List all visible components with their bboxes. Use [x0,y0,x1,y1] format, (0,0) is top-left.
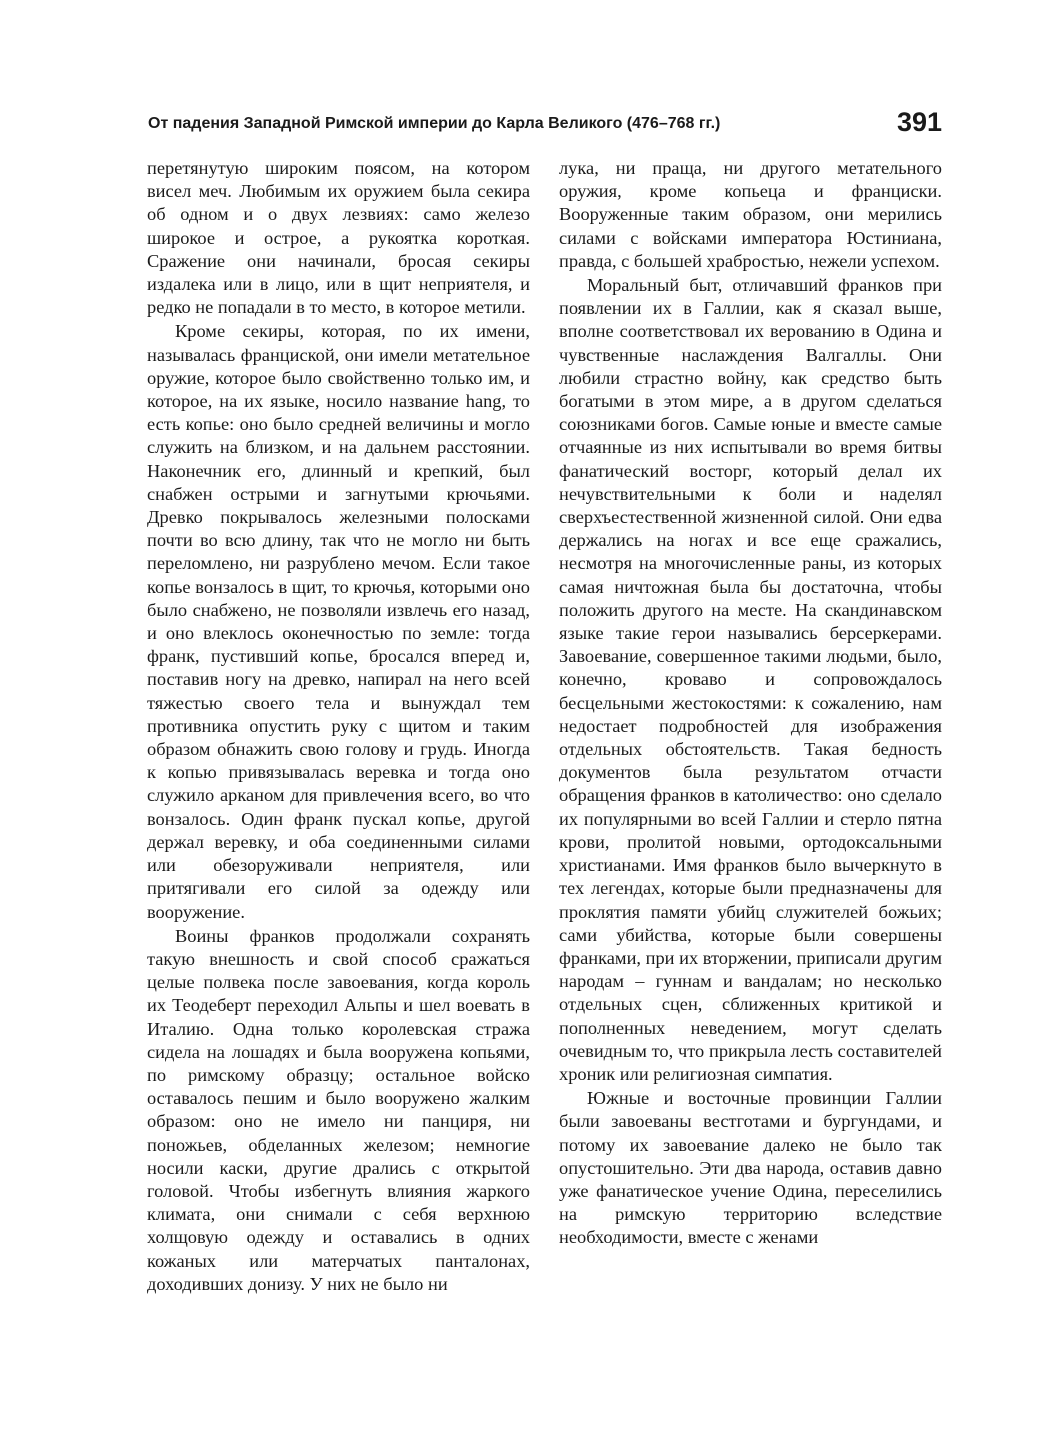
paragraph: лука, ни праща, ни другого метательного оружия, кроме копьеца и франциски. Вооруженные таким образом, они мерились силами с войсками императора Юстиниана, правда, с большей храбростью, нежели успехом. [559,158,942,271]
paragraph: Кроме секиры, которая, по их имени, называлась франциской, они имели метательное оружие, которое было свойственно только им, и которое, на их языке, носило название hang, то есть копье: оно было средней величины и могло служить на близком, и на дальнем расстоянии. Наконечник его, длинный и крепкий, был снабжен острыми и загнутыми крючьями. Древко покрывалось железными полосками почти во всю длину, так что не могло ни быть переломлено, ни разрублено мечом. Если такое копье вонзалось в щит, то крючья, которыми оно было снабжено, не позволяли извлечь его назад, и оно влеклось оконечностью по земле: тогда франк, пустивший копье, бросался вперед и, поставив ногу на древко, напирал на него всей тяжестью своего тела и вынуждал тем противника опустить руку с щитом и таким образом обнажить свою голову и грудь. Иногда к копью привязывалась веревка и тогда оно служило арканом для привлечения всего, во что вонзалось. Один франк пускал копье, другой держал веревку, и оба соединенными силами или обезоруживали неприятеля, или притягивали его силой за одежду или вооружение. [147,321,530,922]
paragraph: перетянутую широким поясом, на котором висел меч. Любимым их оружием была секира об одном и о двух лезвиях: само железо широкое и острое, а рукоятка короткая. Сражение они начинали, бросая секиры издалека или в лицо, или в щит неприятеля, и редко не попадали в то место, в которое метили. [147,158,530,318]
left-text-column [147,157,530,1296]
page-number: 391 [896,107,942,137]
running-header-title: От падения Западной Римской империи до Карла Великого (476–768 гг.) [148,115,721,132]
paragraph: Воины франков продолжали сохранять такую внешность и свой способ сражаться целые полвека после завоевания, когда король их Теодеберт переходил Альпы и шел воевать в Италию. Одна только королевская стража сидела на лошадях и была вооружена копьями, по римскому образцу; остальное войско оставалось пешим и было вооружено жалким образом: оно не имело ни панциря, ни поножьев, обделанных железом; немногие носили каски, другие дрались с открытой головой. Чтобы избегнуть влияния жаркого климата, они снимали с себя верхнюю холщовую одежду и оставались в одних кожаных или матерчатых панталонах, доходивших донизу. У них не было ни [147,925,530,1294]
paragraph: Моральный быт, отличавший франков при появлении их в Галлии, как я сказал выше, вполне соответствовал их верованию в Одина и чувственные наслаждения Валгаллы. Они любили страстно войну, как средство быть богатыми в этом мире, а в другом сделаться союзниками богов. Самые юные и вместе самые отчаянные из них испытывали во время битвы фанатический восторг, который делал их нечувствительными к боли и наделял сверхъестественной жизненной силой. Они едва держались на ногах и все еще сражались, несмотря на многочисленные раны, из которых самая ничтожная была бы достаточна, чтобы положить другого на месте. На скандинавском языке такие герои назывались берсеркерами. Завоевание, совершенное такими людьми, было, конечно, кроваво и сопровождалось бесцельными жестокостями: к сожалению, нам недостает подробностей для изображения отдельных обстоятельств. Такая бедность документов была результатом отчасти обращения франков в католичество: оно сделало их популярными во всей Галлии и стерло пятна крови, пролитой новыми, ортодоксальными христианами. Имя франков было вычеркнуто в тех легендах, которые были предназначены для проклятия памяти убийц служителей божьих; сами убийства, которые были совершены франками, при их вторжении, приписали другим народам – гуннам и вандалам; но несколько отдельных сцен, сближенных критикой и пополненных неведением, могут сделать очевидным то, что прикрыла лесть составителей хроник или религиозная симпатия. [559,275,942,1084]
right-text-column [559,157,942,1250]
paragraph: Южные и восточные провинции Галлии были завоеваны вестготами и бургундами, и потому их завоевание далеко не было так опустошительно. Эти два народа, оставив давно уже фанатическое учение Одина, переселились на римскую территорию вследствие необходимости, вместе с женами [559,1088,942,1248]
